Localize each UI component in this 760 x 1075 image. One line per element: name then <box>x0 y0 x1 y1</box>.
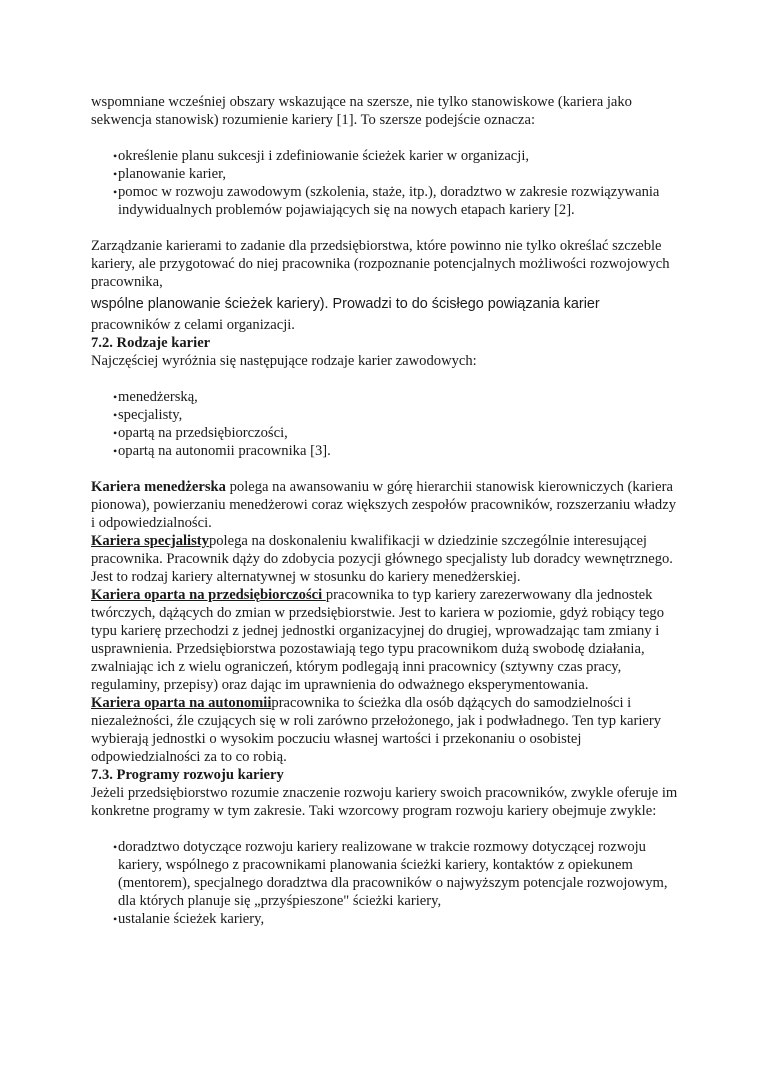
manager-career-term: Kariera menedżerska <box>91 479 226 495</box>
intro-paragraph: wspomniane wcześniej obszary wskazujące na szersze, nie tylko stanowiskowe (kariera jako sekwencja stanowisk) rozumienie kariery [1]. To szersze podejście oznacza: <box>91 94 632 128</box>
list-item: • specjalisty, <box>91 406 681 424</box>
autonomy-career-text: pracownika to ścieżka dla osób dążących do samodzielności i niezależności, źle czujących się w roli zarówno przełożonego, jak i podwładnego. Ten typ kariery wybierają jednostki o wysokim poczuciu własnej wartości i przekonaniu o osobistej odpowiedzialności za to co robią. <box>91 695 662 765</box>
specialist-career-text: polega na doskonaleniu kwalifikacji w dziedzinie szczególnie interesującej pracownika. Pracownik dąży do zdobycia pozycji głównego specjalisty lub doradcy wewnętrznego. Jest to rodzaj kariery alternatywnej w stosunku do kariery menedżerskiej. <box>91 533 673 585</box>
scope-list <box>91 147 681 219</box>
section-7-2-intro: Najczęściej wyróżnia się następujące rodzaje karier zawodowych: <box>91 353 477 369</box>
document-body <box>91 93 681 928</box>
section-heading-7-3: 7.3. Programy rozwoju kariery <box>91 767 284 783</box>
career-management-end-line: pracowników z celami organizacji. <box>91 317 295 333</box>
entrepreneur-career-term: Kariera oparta na przedsiębiorczości <box>91 587 326 603</box>
career-types-list <box>91 388 681 460</box>
list-item: • menedżerską, <box>91 388 681 406</box>
career-management-paragraph: Zarządzanie karierami to zadanie dla przedsiębiorstwa, które powinno nie tylko określać szczeble kariery, ale przygotować do niej pracownika (rozpoznanie potencjalnych możliwości rozwojowych pracownika, <box>91 238 670 290</box>
section-heading-7-2: 7.2. Rodzaje karier <box>91 335 211 351</box>
autonomy-career-term: Kariera oparta na autonomii <box>91 695 272 711</box>
manager-career-text: polega na awansowaniu w górę hierarchii stanowisk kierowniczych (kariera pionowa), powierzaniu menedżerowi coraz większych zespołów pracowników, rozszerzaniu władzy i odpowiedzialności. <box>91 479 676 531</box>
list-item: • ustalanie ścieżek kariery, <box>91 910 681 928</box>
section-7-3-intro: Jeżeli przedsiębiorstwo rozumie znaczenie rozwoju kariery swoich pracowników, zwykle oferuje im konkretne programy w tym zakresie. Taki wzorcowy program rozwoju kariery obejmuje zwykle: <box>91 785 678 819</box>
manager-career-paragraph <box>91 478 681 532</box>
career-management-sans-line: wspólne planowanie ścieżek kariery). Prowadzi to do ścisłego powiązania karier <box>91 296 600 312</box>
list-item: • opartą na przedsiębiorczości, <box>91 424 681 442</box>
program-list <box>91 838 681 928</box>
entrepreneur-career-text: pracownika to typ kariery zarezerwowany dla jednostek twórczych, dążących do zmian w przedsiębiorstwie. Jest to kariera w poziomie, gdyż robiący tego typu karierę przechodzi z jednej jednostki organizacyjnej do drugiej, wprowadzając tam zmiany i usprawnienia. Przedsiębiorstwa pozostawiają tego typu pracownikom dużą swobodę działania, zwalniając ich z wielu ograniczeń, którym podlegają inni pracownicy (sztywny czas pracy, regulaminy, przepisy) oraz dając im uprawnienia do odważnego eksperymentowania. <box>91 587 664 693</box>
list-item: • pomoc w rozwoju zawodowym (szkolenia, staże, itp.), doradztwo w zakresie rozwiązywania indywidualnych problemów pojawiających się na nowych etapach kariery [2]. <box>91 183 681 219</box>
specialist-career-paragraph <box>91 532 681 586</box>
specialist-career-term: Kariera specjalisty <box>91 533 209 549</box>
autonomy-career-paragraph <box>91 694 681 766</box>
list-item: • opartą na autonomii pracownika [3]. <box>91 442 681 460</box>
list-item: • planowanie karier, <box>91 165 681 183</box>
entrepreneur-career-paragraph <box>91 586 681 694</box>
list-item: • doradztwo dotyczące rozwoju kariery realizowane w trakcie rozmowy dotyczącej rozwoju kariery, wspólnego z pracownikami planowania ścieżki kariery, kontaktów z opiekunem (mentorem), specjalnego doradztwa dla pracowników o najwyższym potencjale rozwojowym, dla których planuje się „przyśpieszone" ścieżki kariery, <box>91 838 681 910</box>
list-item: • określenie planu sukcesji i zdefiniowanie ścieżek karier w organizacji, <box>91 147 681 165</box>
